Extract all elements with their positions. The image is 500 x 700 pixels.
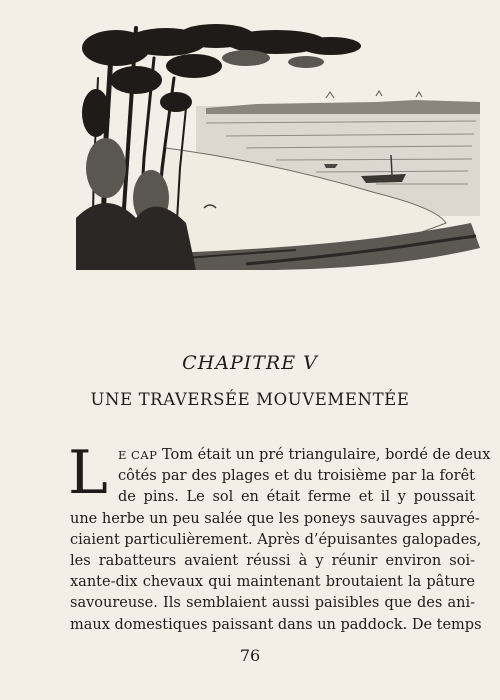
opening-small-caps: E CAP xyxy=(118,448,158,462)
text-line: ciaient particulièrement. Après d’épuisantes galopades, xyxy=(70,531,482,548)
opening-line-rest: Tom était un pré triangulaire, bordé de deux xyxy=(157,447,491,463)
text-line xyxy=(70,445,491,466)
text-line: une herbe un peu salée que les poneys sauvages appré- xyxy=(70,510,480,527)
text-line: savoureuse. Ils semblaient aussi paisibles que des ani- xyxy=(70,595,475,612)
body-text xyxy=(68,438,491,636)
coastal-scene-illustration xyxy=(76,18,480,270)
text-line: les rabatteurs avaient réussi à y réunir environ soi- xyxy=(70,552,475,569)
text-line: maux domestiques paissant dans un paddock. De temps xyxy=(70,616,482,633)
chapter-title: UNE TRAVERSÉE MOUVEMENTÉE xyxy=(90,390,410,409)
page-number: 76 xyxy=(239,646,261,665)
drop-cap: L xyxy=(68,438,108,508)
text-line: côtés par des plages et du troisième par la forêt xyxy=(118,468,475,485)
text-line: xante-dix chevaux qui maintenant broutaient la pâture xyxy=(70,574,475,591)
text-line: de pins. Le sol en était ferme et il y poussait xyxy=(118,489,475,506)
chapter-number: CHAPITRE V xyxy=(182,352,318,374)
